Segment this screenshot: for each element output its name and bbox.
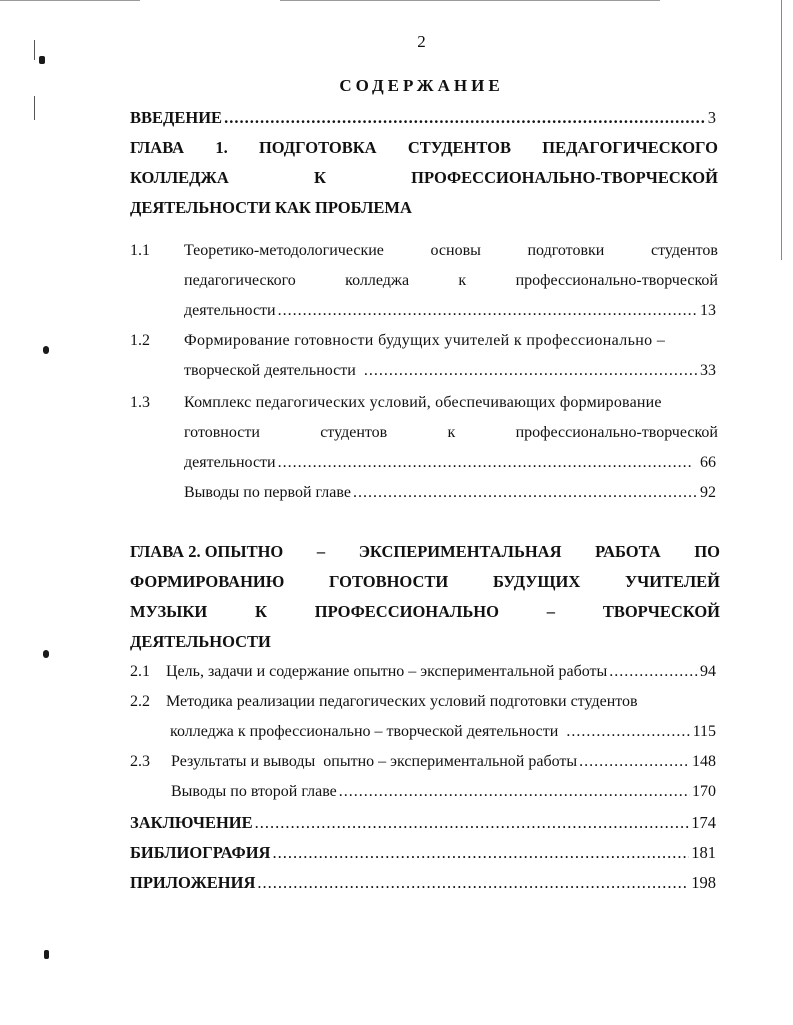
dot-leader <box>257 873 689 893</box>
section-word: основы <box>430 242 481 259</box>
section-number: 2.2 <box>130 693 150 710</box>
section-label: колледжа к профессионально – творческой деятельности <box>170 723 559 740</box>
chapter2-word: БУДУЩИХ <box>492 572 581 591</box>
section-label: творческой деятельности <box>184 362 356 379</box>
dot-leader <box>579 753 690 771</box>
section-1-1-last-line <box>184 302 716 320</box>
toc-intro-label: ВВЕДЕНИЕ <box>130 108 223 127</box>
section-page: 13 <box>700 302 716 319</box>
toc-bibliography <box>130 843 716 863</box>
end-section-label: БИБЛИОГРАФИЯ <box>130 843 271 862</box>
dot-leader <box>339 783 690 801</box>
chapter2-heading-line <box>130 572 720 592</box>
scan-mark <box>44 950 49 959</box>
section-word: студентов <box>320 424 388 441</box>
chapter2-word: – <box>316 542 326 561</box>
chapter2-heading-line <box>130 602 720 622</box>
scan-mark <box>39 56 45 64</box>
dot-leader <box>364 362 698 380</box>
section-2-2-line: Методика реализации педагогических условий подготовки студентов <box>166 693 638 710</box>
end-section-page: 198 <box>691 873 716 892</box>
section-2-2-last-line <box>170 723 716 741</box>
chapter1-heading-line <box>130 168 718 188</box>
section-page: 66 <box>700 454 716 471</box>
chapter2-conclusion <box>171 783 716 801</box>
section-label: Результаты и выводы опытно – экспериментальной работы <box>171 753 578 770</box>
section-word: Теоретико-методологические <box>184 242 384 259</box>
chapter2-heading-line <box>130 542 720 562</box>
section-word: студентов <box>650 242 718 259</box>
chapter2-word: ПО <box>694 542 720 561</box>
chapter1-word: ПОДГОТОВКА <box>258 138 377 157</box>
chapter1-word: ПЕДАГОГИЧЕСКОГО <box>542 138 718 157</box>
end-section-page: 174 <box>691 813 716 832</box>
chapter2-word: ГЛАВА 2. ОПЫТНО <box>130 542 284 561</box>
conclusion-page: 170 <box>692 783 716 800</box>
chapter2-word: ЭКСПЕРИМЕНТАЛЬНАЯ <box>358 542 562 561</box>
section-word: профессионально-творческой <box>515 272 718 289</box>
dot-leader <box>278 302 698 320</box>
section-1-2-last-line <box>184 362 716 380</box>
dot-leader <box>224 108 706 128</box>
section-word: к <box>447 424 456 441</box>
chapter2-word: – <box>546 602 555 621</box>
chapter2-word: ФОРМИРОВАНИЮ <box>130 572 285 591</box>
toc-intro <box>130 108 716 128</box>
toc-appendices <box>130 873 716 893</box>
dot-leader <box>272 843 689 863</box>
section-word: подготовки <box>527 242 605 259</box>
section-2-3 <box>171 753 716 771</box>
section-page: 148 <box>692 753 716 770</box>
top-scan-rule <box>280 0 660 1</box>
section-text: Формирование готовности будущих учителей к профессионально – <box>184 332 666 349</box>
end-section-label: ЗАКЛЮЧЕНИЕ <box>130 813 253 832</box>
dot-leader <box>566 723 690 741</box>
chapter1-heading-line: ДЕЯТЕЛЬНОСТИ КАК ПРОБЛЕМА <box>130 198 412 217</box>
end-section-page: 181 <box>691 843 716 862</box>
section-number: 1.3 <box>130 394 150 411</box>
dot-leader <box>353 484 698 502</box>
chapter1-word: К <box>313 168 326 187</box>
section-label: Цель, задачи и содержание опытно – экспериментальной работы <box>166 663 608 680</box>
section-word: к <box>458 272 467 289</box>
section-word: готовности <box>184 424 260 441</box>
section-label: деятельности <box>184 454 276 471</box>
chapter2-word: УЧИТЕЛЕЙ <box>624 572 720 591</box>
conclusion-label: Выводы по первой главе <box>184 484 351 501</box>
chapter2-word: МУЗЫКИ <box>130 602 208 621</box>
section-number: 2.3 <box>130 753 150 770</box>
section-word: педагогического <box>184 272 296 289</box>
scan-mark <box>43 346 49 354</box>
chapter1-heading-line <box>130 138 718 158</box>
chapter2-word: ПРОФЕССИОНАЛЬНО <box>314 602 499 621</box>
section-1-1-line <box>184 242 718 260</box>
section-page: 94 <box>700 663 716 680</box>
section-number: 2.1 <box>130 663 150 680</box>
top-scan-rule <box>0 0 140 1</box>
conclusion-label: Выводы по второй главе <box>171 783 337 800</box>
section-text: Комплекс педагогических условий, обеспечивающих формирование <box>184 394 662 411</box>
end-section-label: ПРИЛОЖЕНИЯ <box>130 873 256 892</box>
chapter1-word: СТУДЕНТОВ <box>407 138 512 157</box>
conclusion-page: 92 <box>700 484 716 501</box>
chapter2-word: ТВОРЧЕСКОЙ <box>602 602 720 621</box>
dot-leader <box>609 663 698 681</box>
dot-leader <box>278 454 692 472</box>
section-page: 115 <box>692 723 716 740</box>
chapter1-word: ГЛАВА <box>130 138 185 157</box>
section-page: 33 <box>700 362 716 379</box>
chapter1-word: КОЛЛЕДЖА <box>130 168 229 187</box>
section-1-3-line <box>184 394 718 412</box>
section-1-1-line <box>184 272 718 290</box>
section-1-3-line <box>184 424 718 442</box>
section-1-2-line <box>184 332 718 350</box>
section-number: 1.2 <box>130 332 150 349</box>
dot-leader <box>255 813 690 833</box>
section-label: деятельности <box>184 302 276 319</box>
toc-intro-page: 3 <box>707 108 716 127</box>
chapter1-word: ПРОФЕССИОНАЛЬНО-ТВОРЧЕСКОЙ <box>411 168 718 187</box>
chapter2-word: К <box>255 602 267 621</box>
chapter1-conclusion <box>184 484 716 502</box>
scan-margin-line <box>34 96 35 120</box>
chapter2-word: ГОТОВНОСТИ <box>329 572 449 591</box>
page-number: 2 <box>417 32 426 51</box>
scan-mark <box>43 650 49 658</box>
section-word: профессионально-творческой <box>515 424 718 441</box>
chapter2-heading-line: ДЕЯТЕЛЬНОСТИ <box>130 632 271 651</box>
section-2-1 <box>166 663 716 681</box>
section-number: 1.1 <box>130 242 150 259</box>
chapter2-word: РАБОТА <box>595 542 661 561</box>
chapter1-word: 1. <box>215 138 228 157</box>
section-1-3-last-line <box>184 454 716 472</box>
toc-conclusion <box>130 813 716 833</box>
page-title: СОДЕРЖАНИЕ <box>339 76 504 95</box>
section-word: колледжа <box>345 272 410 289</box>
